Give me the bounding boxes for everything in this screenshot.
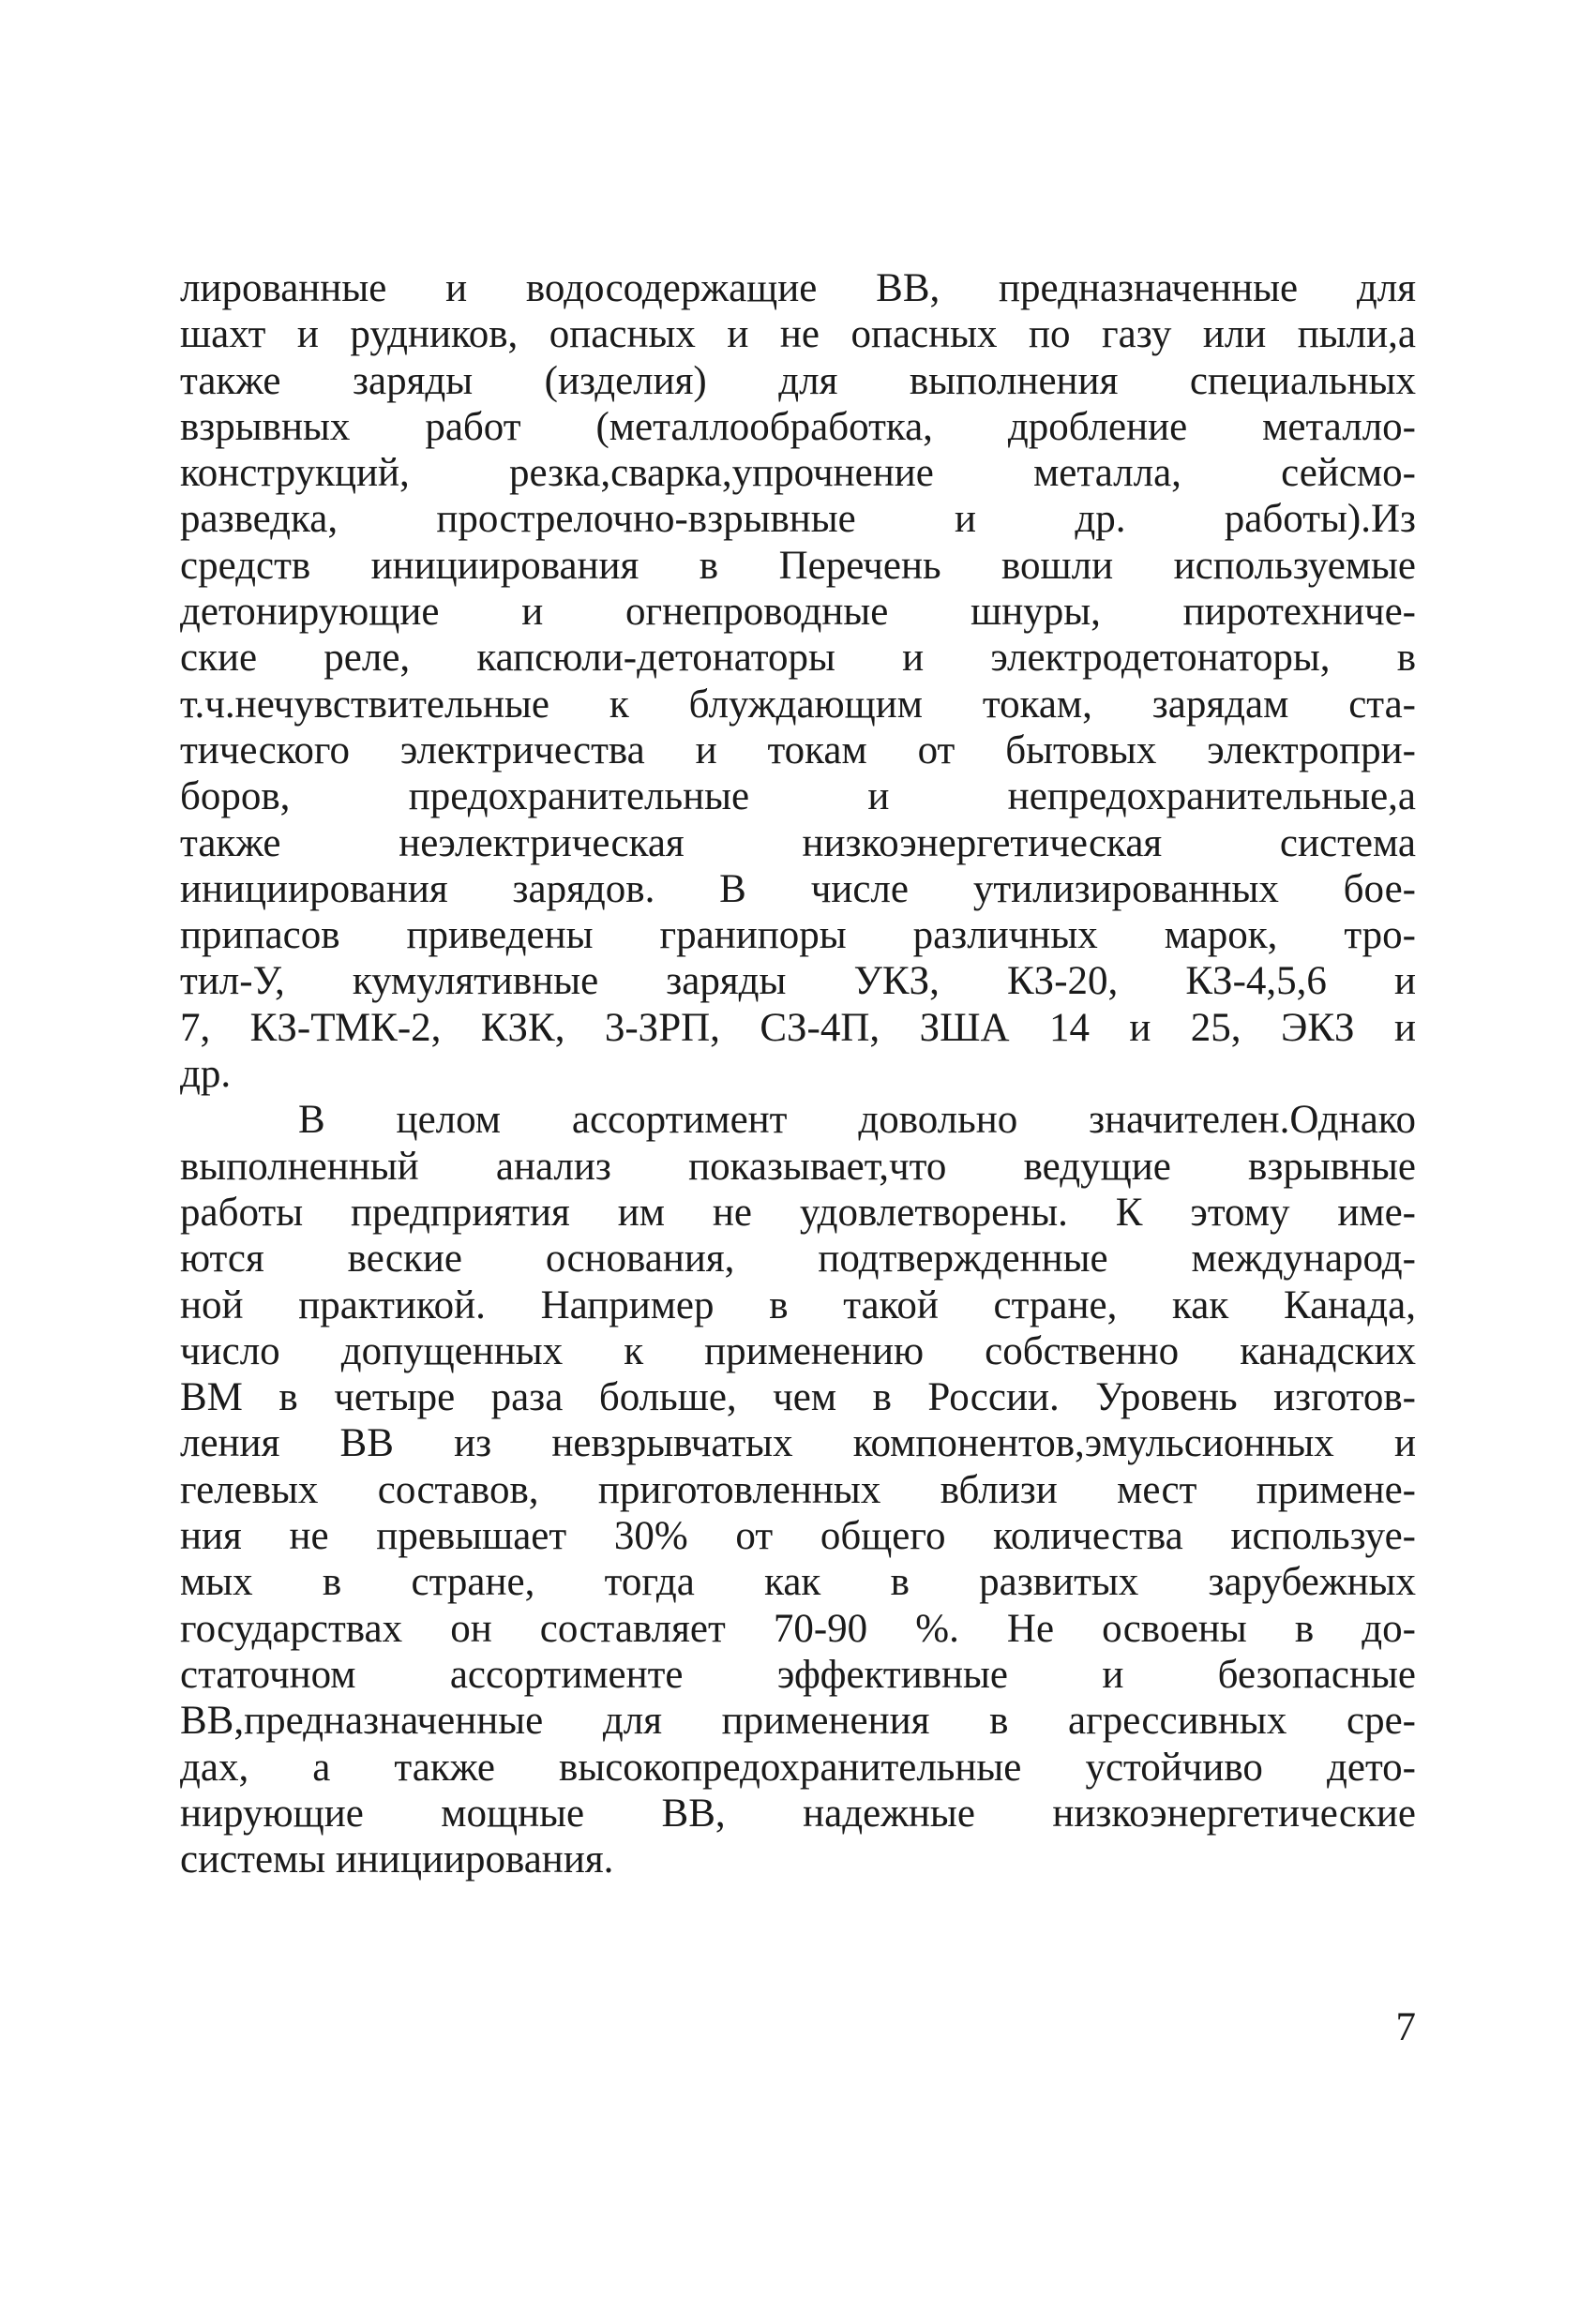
text-line: 7, КЗ-ТМК-2, КЗК, 3-ЗРП, СЗ-4П, ЗША 14 и 25, ЭКЗ и [180,1005,1416,1050]
paragraph [180,265,1416,1097]
text-line: мых в стране, тогда как в развитых зарубежных [180,1560,1416,1605]
text-line: системы инициирования. [180,1837,614,1882]
page-number: 7 [1395,2005,1416,2049]
text-line: шахт и рудников, опасных и не опасных по газу или пыли,а [180,312,1416,357]
text-line: боров, предохранительные и непредохранительные,а [180,774,1416,819]
text-line: выполненный анализ показывает,что ведущие взрывные [180,1144,1416,1189]
text-line: число допущенных к применению собственно канадских [180,1328,1416,1373]
text-line: разведка, прострелочно-взрывные и др. работы).Из [180,497,1416,542]
text-line: ной практикой. Например в такой стране, как Канада, [180,1282,1416,1327]
text-line: государствах он составляет 70-90 %. Не освоены в до- [180,1606,1416,1651]
text-line: тического электричества и токам от бытовых электропри- [180,727,1416,772]
text-line: дах, а также высокопредохранительные устойчиво дето- [180,1745,1416,1790]
text-line: припасов приведены гранипоры различных марок, тро- [180,913,1416,958]
text-line: ВВ,предназначенные для применения в агрессивных сре- [180,1699,1416,1744]
text-line: инициирования зарядов. В числе утилизированных бое- [180,866,1416,911]
text-line: т.ч.нечувствительные к блуждающим токам, зарядам ста- [180,682,1416,727]
paragraph [180,1097,1416,1882]
text-line: ния не превышает 30% от общего количества используе- [180,1514,1416,1559]
text-line: В целом ассортимент довольно значителен.Однако [298,1098,1416,1143]
text-line: лированные и водосодержащие ВВ, предназначенные для [180,266,1416,310]
text-line: тил-У, кумулятивные заряды УКЗ, КЗ-20, КЗ-4,5,6 и [180,959,1416,1004]
text-line: статочном ассортименте эффективные и безопасные [180,1652,1416,1697]
text-line: работы предприятия им не удовлетворены. К этому име- [180,1190,1416,1235]
body-text [180,265,1416,1882]
text-line: средств инициирования в Перечень вошли используемые [180,543,1416,588]
text-line: гелевых составов, приготовленных вблизи мест примене- [180,1467,1416,1512]
text-line: конструкций, резка,сварка,упрочнение металла, сейсмо- [180,451,1416,496]
text-line: также неэлектрическая низкоэнергетическая система [180,820,1416,865]
text-line: ВМ в четыре раза больше, чем в России. Уровень изготов- [180,1375,1416,1420]
text-line: ления ВВ из невзрывчатых компонентов,эмульсионных и [180,1421,1416,1466]
text-line: ские реле, капсюли-детонаторы и электродетонаторы, в [180,636,1416,681]
text-line: детонирующие и огнепроводные шнуры, пиротехниче- [180,590,1416,635]
text-line: взрывных работ (металлообработка, дробление металло- [180,404,1416,449]
text-line: др. [180,1052,232,1097]
text-line: также заряды (изделия) для выполнения специальных [180,358,1416,403]
text-line: ются веские основания, подтвержденные международ- [180,1237,1416,1282]
text-line: нирующие мощные ВВ, надежные низкоэнергетические [180,1791,1416,1836]
